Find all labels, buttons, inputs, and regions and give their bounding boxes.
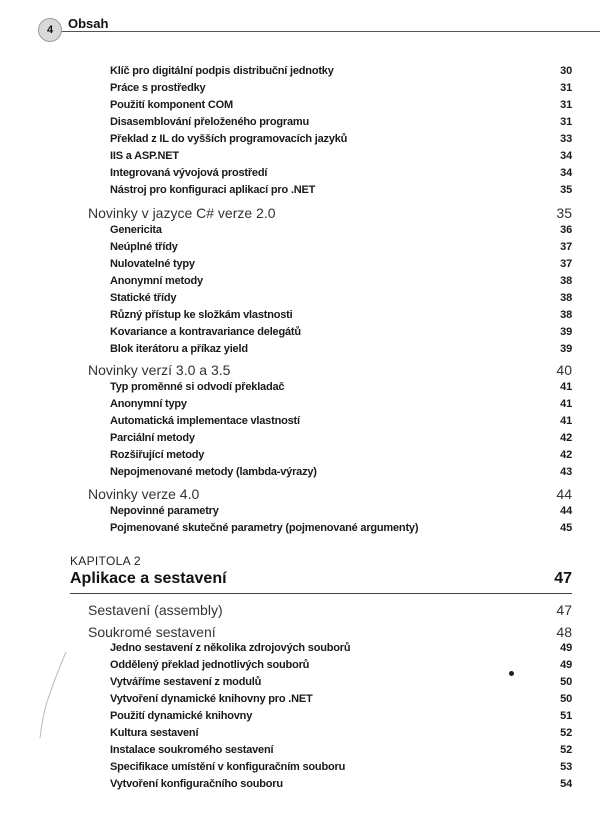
toc-entry-title: Nástroj pro konfiguraci aplikací pro .NET [110, 184, 316, 196]
toc-subsection-row [110, 167, 572, 184]
toc-entry-page: 51 [560, 710, 572, 722]
toc-subsection-row [110, 133, 572, 150]
toc-chapter-row [70, 570, 572, 592]
toc-entry-page: 35 [560, 184, 572, 196]
toc-subsection-row [110, 150, 572, 167]
toc-subsection-row [110, 744, 572, 761]
toc-entry-page: 42 [560, 432, 572, 444]
toc-entry-page: 31 [560, 99, 572, 111]
toc-entry-title: Soukromé sestavení [88, 624, 216, 640]
toc-section-row [88, 602, 572, 620]
toc-entry-title: Parciální metody [110, 432, 195, 444]
toc-entry-page: 39 [560, 326, 572, 338]
chapter-label: KAPITOLA 2 [70, 554, 141, 568]
toc-subsection-row [110, 693, 572, 710]
toc-subsection-row [110, 326, 572, 343]
toc-entry-title: Anonymní typy [110, 398, 187, 410]
toc-entry-title: Vytváříme sestavení z modulů [110, 676, 262, 688]
toc-entry-title: Nepojmenované metody (lambda-výrazy) [110, 466, 317, 478]
toc-entry-title: Vytvoření konfiguračního souboru [110, 778, 283, 790]
toc-entry-title: Nulovatelné typy [110, 258, 195, 270]
toc-subsection-row [110, 659, 572, 676]
toc-entry-title: Aplikace a sestavení [70, 570, 227, 587]
toc-subsection-row [110, 642, 572, 659]
toc-subsection-row [110, 761, 572, 778]
toc-subsection-row [110, 522, 572, 539]
toc-entry-page: 31 [560, 116, 572, 128]
toc-entry-page: 37 [560, 258, 572, 270]
toc-subsection-row [110, 241, 572, 258]
toc-entry-page: 41 [560, 398, 572, 410]
toc-subsection-row [110, 778, 572, 795]
toc-entry-page: 45 [560, 522, 572, 534]
toc-entry-page: 48 [556, 624, 572, 640]
toc-subsection-row [110, 184, 572, 201]
toc-subsection-row [110, 381, 572, 398]
toc-entry-title: Specifikace umístění v konfiguračním souboru [110, 761, 346, 773]
toc-section-row [88, 205, 572, 223]
toc-entry-page: 53 [560, 761, 572, 773]
toc-subsection-row [110, 727, 572, 744]
toc-subsection-row [110, 343, 572, 360]
toc-entry-page: 49 [560, 659, 572, 671]
toc-section-row [88, 362, 572, 380]
page-number-badge: 4 [38, 18, 62, 42]
toc-subsection-row [110, 505, 572, 522]
toc-entry-title: Statické třídy [110, 292, 177, 304]
page-header [0, 0, 600, 48]
toc-entry-page: 38 [560, 309, 572, 321]
toc-subsection-row [110, 224, 572, 241]
toc-entry-title: Anonymní metody [110, 275, 203, 287]
toc-subsection-row [110, 432, 572, 449]
toc-entry-title: Pojmenované skutečné parametry (pojmenované argumenty) [110, 522, 419, 534]
toc-entry-page: 34 [560, 167, 572, 179]
toc-entry-page: 36 [560, 224, 572, 236]
toc-entry-title: Novinky verze 4.0 [88, 486, 200, 502]
toc-subsection-row [110, 415, 572, 432]
toc-entry-page: 50 [560, 676, 572, 688]
pencil-mark [36, 650, 76, 740]
toc-entry-page: 33 [560, 133, 572, 145]
toc-entry-title: Disasemblování přeloženého programu [110, 116, 309, 128]
toc-entry-page: 40 [556, 362, 572, 378]
toc-subsection-row [110, 466, 572, 483]
toc-entry-title: Neúplné třídy [110, 241, 178, 253]
toc-entry-page: 50 [560, 693, 572, 705]
toc-subsection-row [110, 82, 572, 99]
toc-subsection-row [110, 65, 572, 82]
toc-entry-page: 41 [560, 381, 572, 393]
ink-dot [509, 671, 514, 676]
toc-entry-title: Různý přístup ke složkám vlastnosti [110, 309, 293, 321]
toc-entry-page: 54 [560, 778, 572, 790]
toc-entry-title: Jedno sestavení z několika zdrojových souborů [110, 642, 351, 654]
toc-subsection-row [110, 292, 572, 309]
toc-entry-title: Automatická implementace vlastností [110, 415, 300, 427]
toc-entry-page: 38 [560, 292, 572, 304]
toc-entry-title: Blok iterátoru a příkaz yield [110, 343, 248, 355]
toc-entry-title: Novinky v jazyce C# verze 2.0 [88, 205, 276, 221]
toc-entry-title: Překlad z IL do vyšších programovacích jazyků [110, 133, 348, 145]
toc-entry-title: Nepovinné parametry [110, 505, 219, 517]
toc-subsection-row [110, 710, 572, 727]
toc-entry-title: Integrovaná vývojová prostředí [110, 167, 268, 179]
toc-entry-page: 31 [560, 82, 572, 94]
toc-entry-page: 52 [560, 744, 572, 756]
toc-entry-title: Typ proměnné si odvodí překladač [110, 381, 285, 393]
toc-entry-page: 38 [560, 275, 572, 287]
toc-entry-page: 35 [556, 205, 572, 221]
toc-entry-title: Rozšiřující metody [110, 449, 205, 461]
toc-entry-title: Kovariance a kontravariance delegátů [110, 326, 301, 338]
toc-entry-page: 30 [560, 65, 572, 77]
toc-subsection-row [110, 398, 572, 415]
toc-entry-page: 41 [560, 415, 572, 427]
toc-entry-title: Použití komponent COM [110, 99, 233, 111]
toc-entry-title: Vytvoření dynamické knihovny pro .NET [110, 693, 313, 705]
toc-section-row [88, 486, 572, 504]
toc-entry-page: 34 [560, 150, 572, 162]
toc-entry-title: Oddělený překlad jednotlivých souborů [110, 659, 310, 671]
toc-entry-page: 42 [560, 449, 572, 461]
toc-section-row [88, 624, 572, 642]
toc-entry-title: Genericita [110, 224, 162, 236]
toc-entry-title: Klíč pro digitální podpis distribuční jednotky [110, 65, 334, 77]
toc-entry-title: Kultura sestavení [110, 727, 199, 739]
toc-subsection-row [110, 676, 572, 693]
toc-entry-page: 44 [556, 486, 572, 502]
toc-entry-page: 37 [560, 241, 572, 253]
header-rule [40, 31, 600, 32]
toc-entry-page: 52 [560, 727, 572, 739]
header-title: Obsah [68, 16, 109, 31]
toc-entry-page: 49 [560, 642, 572, 654]
toc-entry-title: Novinky verzí 3.0 a 3.5 [88, 362, 231, 378]
toc-subsection-row [110, 449, 572, 466]
toc-entry-page: 43 [560, 466, 572, 478]
toc-subsection-row [110, 275, 572, 292]
toc-entry-page: 47 [554, 570, 572, 587]
toc-subsection-row [110, 116, 572, 133]
toc-subsection-row [110, 309, 572, 326]
toc-entry-title: Práce s prostředky [110, 82, 206, 94]
toc-entry-title: Použití dynamické knihovny [110, 710, 253, 722]
toc-entry-title: Sestavení (assembly) [88, 602, 223, 618]
toc-entry-title: Instalace soukromého sestavení [110, 744, 274, 756]
toc-entry-page: 44 [560, 505, 572, 517]
toc-entry-page: 47 [556, 602, 572, 618]
toc-subsection-row [110, 258, 572, 275]
toc-entry-page: 39 [560, 343, 572, 355]
toc-subsection-row [110, 99, 572, 116]
toc-entry-title: IIS a ASP.NET [110, 150, 179, 162]
